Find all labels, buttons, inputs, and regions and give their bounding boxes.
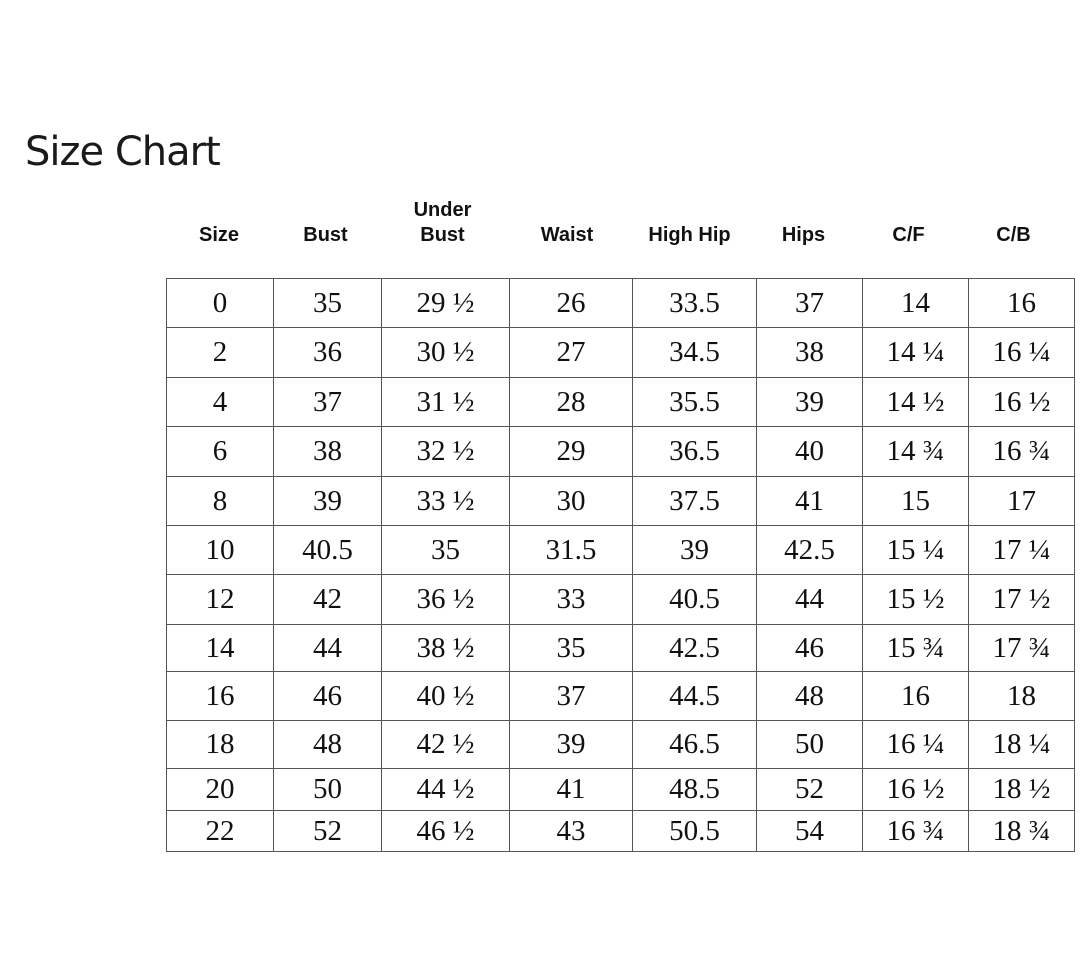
column-header-cf: [856, 223, 961, 248]
cell-waist: 31.5: [510, 526, 633, 575]
table-row: [167, 625, 1075, 672]
cell-high-hip: 44.5: [633, 672, 757, 721]
cell-hips: 48: [757, 672, 863, 721]
cell-bust: 48: [274, 721, 382, 769]
cell-cb: 17: [969, 477, 1075, 526]
column-header-line: Bust: [303, 224, 348, 246]
cell-under-bust: 30 ½: [382, 328, 510, 378]
cell-cb: 16 ¾: [969, 427, 1075, 477]
column-header-line: Under: [413, 199, 472, 221]
column-header-line: Size: [198, 224, 240, 246]
cell-high-hip: 36.5: [633, 427, 757, 477]
cell-cb: 16 ½: [969, 378, 1075, 427]
cell-size: 20: [167, 769, 274, 811]
cell-cb: 16 ¼: [969, 328, 1075, 378]
cell-under-bust: 40 ½: [382, 672, 510, 721]
cell-under-bust: 44 ½: [382, 769, 510, 811]
cell-cb: 18 ¼: [969, 721, 1075, 769]
cell-size: 4: [167, 378, 274, 427]
cell-high-hip: 37.5: [633, 477, 757, 526]
cell-bust: 39: [274, 477, 382, 526]
cell-hips: 54: [757, 811, 863, 852]
cell-size: 6: [167, 427, 274, 477]
table-row: [167, 328, 1075, 378]
cell-high-hip: 48.5: [633, 769, 757, 811]
cell-cf: 16: [863, 672, 969, 721]
cell-high-hip: 40.5: [633, 575, 757, 625]
cell-waist: 37: [510, 672, 633, 721]
cell-hips: 52: [757, 769, 863, 811]
cell-hips: 40: [757, 427, 863, 477]
column-header-line: Waist: [540, 224, 594, 246]
cell-cf: 16 ½: [863, 769, 969, 811]
cell-waist: 35: [510, 625, 633, 672]
table-row: [167, 378, 1075, 427]
cell-cf: 15: [863, 477, 969, 526]
table-row: [167, 427, 1075, 477]
cell-bust: 38: [274, 427, 382, 477]
cell-cb: 17 ¼: [969, 526, 1075, 575]
table-row: [167, 575, 1075, 625]
cell-bust: 52: [274, 811, 382, 852]
cell-hips: 37: [757, 279, 863, 328]
column-header-line: Bust: [420, 224, 465, 246]
cell-under-bust: 33 ½: [382, 477, 510, 526]
cell-under-bust: 38 ½: [382, 625, 510, 672]
cell-hips: 50: [757, 721, 863, 769]
table-row: [167, 526, 1075, 575]
cell-waist: 43: [510, 811, 633, 852]
cell-size: 16: [167, 672, 274, 721]
cell-bust: 35: [274, 279, 382, 328]
column-header-line: High Hip: [648, 224, 731, 246]
cell-under-bust: 32 ½: [382, 427, 510, 477]
cell-cb: 18 ½: [969, 769, 1075, 811]
cell-size: 2: [167, 328, 274, 378]
cell-hips: 42.5: [757, 526, 863, 575]
table-row: [167, 279, 1075, 328]
cell-cb: 17 ¾: [969, 625, 1075, 672]
cell-under-bust: 36 ½: [382, 575, 510, 625]
cell-high-hip: 50.5: [633, 811, 757, 852]
cell-bust: 42: [274, 575, 382, 625]
cell-hips: 41: [757, 477, 863, 526]
cell-size: 18: [167, 721, 274, 769]
column-header-bust: [272, 223, 379, 248]
cell-high-hip: 33.5: [633, 279, 757, 328]
cell-under-bust: 46 ½: [382, 811, 510, 852]
cell-under-bust: 42 ½: [382, 721, 510, 769]
cell-cf: 14 ½: [863, 378, 969, 427]
table-row: [167, 721, 1075, 769]
cell-waist: 26: [510, 279, 633, 328]
cell-cb: 18: [969, 672, 1075, 721]
cell-hips: 39: [757, 378, 863, 427]
cell-waist: 28: [510, 378, 633, 427]
cell-cb: 17 ½: [969, 575, 1075, 625]
page-title: Size Chart: [25, 129, 220, 175]
cell-waist: 30: [510, 477, 633, 526]
table-row: [167, 769, 1075, 811]
cell-bust: 36: [274, 328, 382, 378]
cell-high-hip: 34.5: [633, 328, 757, 378]
size-chart-table: [166, 278, 1075, 852]
table-row: [167, 811, 1075, 852]
cell-size: 8: [167, 477, 274, 526]
column-header-line: Hips: [781, 224, 826, 246]
column-header-line: C/F: [892, 224, 925, 246]
cell-cf: 15 ½: [863, 575, 969, 625]
cell-waist: 41: [510, 769, 633, 811]
table-header-row: [166, 198, 1066, 254]
cell-cb: 16: [969, 279, 1075, 328]
cell-waist: 39: [510, 721, 633, 769]
column-header-line: C/B: [996, 224, 1031, 246]
table-row: [167, 672, 1075, 721]
cell-hips: 44: [757, 575, 863, 625]
cell-waist: 27: [510, 328, 633, 378]
cell-hips: 38: [757, 328, 863, 378]
column-header-under-bust: [379, 198, 506, 248]
column-header-hips: [751, 223, 856, 248]
cell-bust: 44: [274, 625, 382, 672]
cell-cf: 16 ¼: [863, 721, 969, 769]
cell-under-bust: 35: [382, 526, 510, 575]
cell-high-hip: 46.5: [633, 721, 757, 769]
cell-cf: 15 ¼: [863, 526, 969, 575]
cell-cf: 14 ¾: [863, 427, 969, 477]
cell-size: 22: [167, 811, 274, 852]
cell-waist: 33: [510, 575, 633, 625]
cell-bust: 40.5: [274, 526, 382, 575]
cell-cf: 14: [863, 279, 969, 328]
cell-hips: 46: [757, 625, 863, 672]
cell-cf: 16 ¾: [863, 811, 969, 852]
cell-bust: 50: [274, 769, 382, 811]
cell-under-bust: 29 ½: [382, 279, 510, 328]
cell-cb: 18 ¾: [969, 811, 1075, 852]
cell-high-hip: 35.5: [633, 378, 757, 427]
column-header-high-hip: [628, 223, 751, 248]
column-header-waist: [506, 223, 628, 248]
cell-bust: 37: [274, 378, 382, 427]
table-row: [167, 477, 1075, 526]
cell-bust: 46: [274, 672, 382, 721]
cell-cf: 15 ¾: [863, 625, 969, 672]
cell-waist: 29: [510, 427, 633, 477]
cell-high-hip: 39: [633, 526, 757, 575]
cell-size: 14: [167, 625, 274, 672]
column-header-cb: [961, 223, 1066, 248]
cell-under-bust: 31 ½: [382, 378, 510, 427]
cell-size: 12: [167, 575, 274, 625]
cell-size: 10: [167, 526, 274, 575]
cell-size: 0: [167, 279, 274, 328]
cell-cf: 14 ¼: [863, 328, 969, 378]
cell-high-hip: 42.5: [633, 625, 757, 672]
column-header-size: [166, 223, 272, 248]
